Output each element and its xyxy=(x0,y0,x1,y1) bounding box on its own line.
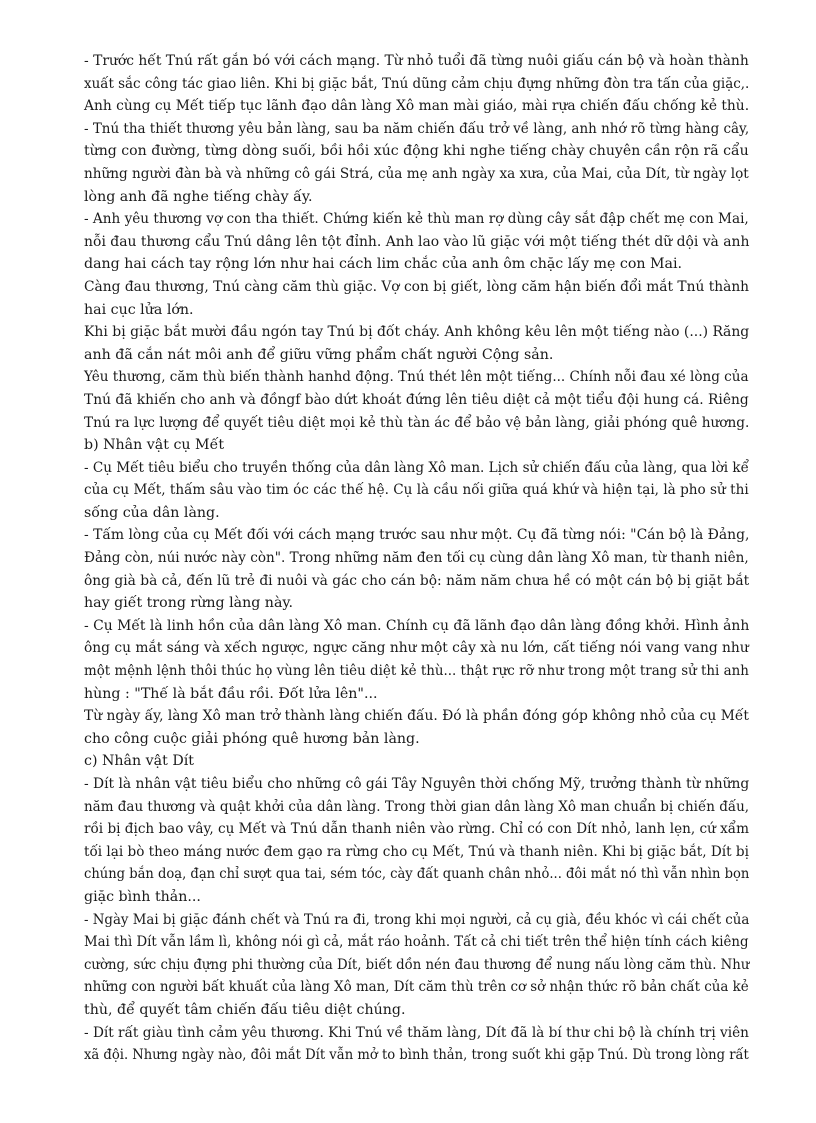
text-line: xã đội. Nhưng ngày nào, đôi mắt Dít vẫn mở to bình thản, trong suốt khi gặp Tnú. Dù trong lòng rất xyxy=(84,1047,749,1064)
text-line: - Cụ Mết tiêu biểu cho truyền thống của dân làng Xô man. Lịch sử chiến đấu của làng, qua lời kể xyxy=(84,459,749,476)
text-line: cho công cuộc giải phóng quê hương bản làng. xyxy=(84,730,420,747)
text-line: một mệnh lệnh thôi thúc họ vùng lên tiêu diệt kẻ thù... thật rực rỡ như trong một trang sử thi anh xyxy=(84,663,749,680)
text-line: từng con đường, từng dòng suối, bồi hồi xúc động khi nghe tiếng chày chuyên cần rộn rã cẩu xyxy=(84,143,749,160)
text-line: - Cụ Mết là linh hồn của dân làng Xô man. Chính cụ đã lãnh đạo dân làng đồng khởi. Hình ảnh xyxy=(84,617,750,634)
text-line: - Tnú tha thiết thương yêu bản làng, sau ba năm chiến đấu trở về làng, anh nhớ rõ từng hàng cây, xyxy=(84,120,750,137)
text-line: những con người bất khuất của làng Xô man, Dít căm thù trên cơ sở nhận thức rõ bản chất của kẻ xyxy=(84,979,749,996)
text-line: dang hai cách tay rộng lớn như hai cách lim chắc của anh ôm chặc lấy mẹ con Mai. xyxy=(84,256,683,273)
text-line: sống của dân làng. xyxy=(84,504,220,521)
text-line: Tnú đã khiến cho anh và đồngf bào dứt khoát đứng lên tiêu diệt cả một tiểu đội hung cá. Riêng xyxy=(84,391,749,408)
text-line: chúng bắn doạ, đạn chỉ sượt qua tai, sém tóc, cày đất quanh chân nhỏ... đôi mắt nó thì vẫn nhìn bọn xyxy=(84,866,750,883)
text-line: cường, sức chịu đựng phi thường của Dít, biết dồn nén đau thương để nung nấu lòng căm thù. Như xyxy=(84,956,750,973)
text-line: - Trước hết Tnú rất gắn bó với cách mạng. Từ nhỏ tuổi đã từng nuôi giấu cán bộ và hoàn thành xyxy=(84,53,749,69)
text-line: Yêu thương, căm thù biến thành hanhd động. Tnú thét lên một tiếng... Chính nỗi đau xé lòng của xyxy=(84,369,749,386)
text-line: của cụ Mết, thấm sâu vào tim óc các thế hệ. Cụ là cầu nối giữa quá khứ và hiện tại, là pho sử thi xyxy=(84,482,749,499)
text-line: - Ngày Mai bị giặc đánh chết và Tnú ra đi, trong khi mọi người, cả cụ già, đều khóc vì cái chết của xyxy=(84,911,750,928)
text-line: tối lại bò theo máng nước đem gạo ra rừng cho cụ Mết, Tnú và thanh niên. Khi bị giặc bắt, Dít bị xyxy=(84,843,749,860)
text-line: Khi bị giặc bắt mười đầu ngón tay Tnú bị đốt cháy. Anh không kêu lên một tiếng nào (...) Răng xyxy=(84,324,750,341)
text-line: anh đã cắn nát môi anh để giữu vững phẩm chất người Cộng sản. xyxy=(84,346,554,363)
text-line: giặc bình thản... xyxy=(84,888,201,905)
text-line: xuất sắc công tác giao liên. Khi bị giặc bắt, Tnú dũng cảm chịu đựng những đòn tra tấn của giặc,. xyxy=(84,75,750,92)
text-line: hùng : "Thế là bắt đầu rồi. Đốt lửa lên"... xyxy=(84,685,378,702)
text-line: Anh cùng cụ Mết tiếp tục lãnh đạo dân làng Xô man mài giáo, mài rựa chiến đấu chống kẻ thù. xyxy=(84,98,750,115)
text-line: nỗi đau thương cẩu Tnú dâng lên tột đỉnh. Anh lao vào lũ giặc với một tiếng thét dữ dội và anh xyxy=(84,233,750,250)
text-line: thù, để quyết tâm chiến đấu tiêu diệt chúng. xyxy=(84,1001,406,1018)
text-line: Đảng còn, núi nước này còn". Trong những năm đen tối cụ cùng dân làng Xô man, từ thanh niên, xyxy=(84,550,749,567)
text-line: Từ ngày ấy, làng Xô man trở thành làng chiến đấu. Đó là phần đóng góp không nhỏ của cụ Mết xyxy=(84,708,749,725)
text-line: ông già bà cả, đến lũ trẻ đi nuôi và gác cho cán bộ: năm năm chưa hề có một cán bộ bị giặt bắt xyxy=(84,572,750,589)
text-line: b) Nhân vật cụ Mết xyxy=(84,437,225,454)
document-text xyxy=(84,50,749,1067)
text-line: Mai thì Dít vẫn lầm lì, không nói gì cả, mắt ráo hoảnh. Tất cả chi tiết trên thể hiện tính cách kiêng xyxy=(84,934,749,951)
text-line: những người đàn bà và những cô gái Strá, của mẹ anh ngày xa xưa, của Mai, của Dít, từ ngày lọt xyxy=(84,165,749,182)
text-line: Tnú ra lực lượng để quyết tiêu diệt mọi kẻ thù tàn ác để bảo vệ bản làng, giải phóng quê hương. xyxy=(84,414,750,431)
text-line: c) Nhân vật Dít xyxy=(84,753,194,770)
text-line: hai cục lửa lớn. xyxy=(84,301,194,318)
text-line: lòng anh đã nghe tiếng chày ấy. xyxy=(84,188,313,205)
text-line: năm đau thương và quật khởi của dân làng. Trong thời gian dân làng Xô man chuẩn bị chiến đấu, xyxy=(84,798,750,815)
text-line: - Dít rất giàu tình cảm yêu thương. Khi Tnú về thăm làng, Dít đã là bí thư chi bộ là chính trị viên xyxy=(84,1024,749,1041)
text-line: - Tấm lòng của cụ Mết đối với cách mạng trước sau như một. Cụ đã từng nói: "Cán bộ là Đảng, xyxy=(84,527,750,544)
text-line: rồi bị địch bao vây, cụ Mết và Tnú dẫn thanh niên vào rừng. Chỉ có con Dít nhỏ, lanh lẹn, cứ xẩm xyxy=(84,821,749,838)
text-line: hay giết trong rừng làng này. xyxy=(84,595,294,612)
text-line: - Anh yêu thương vợ con tha thiết. Chứng kiến kẻ thù man rợ dùng cây sắt đập chết mẹ con Mai, xyxy=(84,211,749,228)
text-line: - Dít là nhân vật tiêu biểu cho những cô gái Tây Nguyên thời chống Mỹ, trưởng thành từ những xyxy=(84,776,750,792)
text-line: Càng đau thương, Tnú càng căm thù giặc. Vợ con bị giết, lòng căm hận biến đổi mắt Tnú thành xyxy=(84,278,750,295)
text-line: ông cụ mắt sáng và xếch ngược, ngực căng như một cây xà nu lớn, cất tiếng nói vang vang như xyxy=(84,640,749,657)
